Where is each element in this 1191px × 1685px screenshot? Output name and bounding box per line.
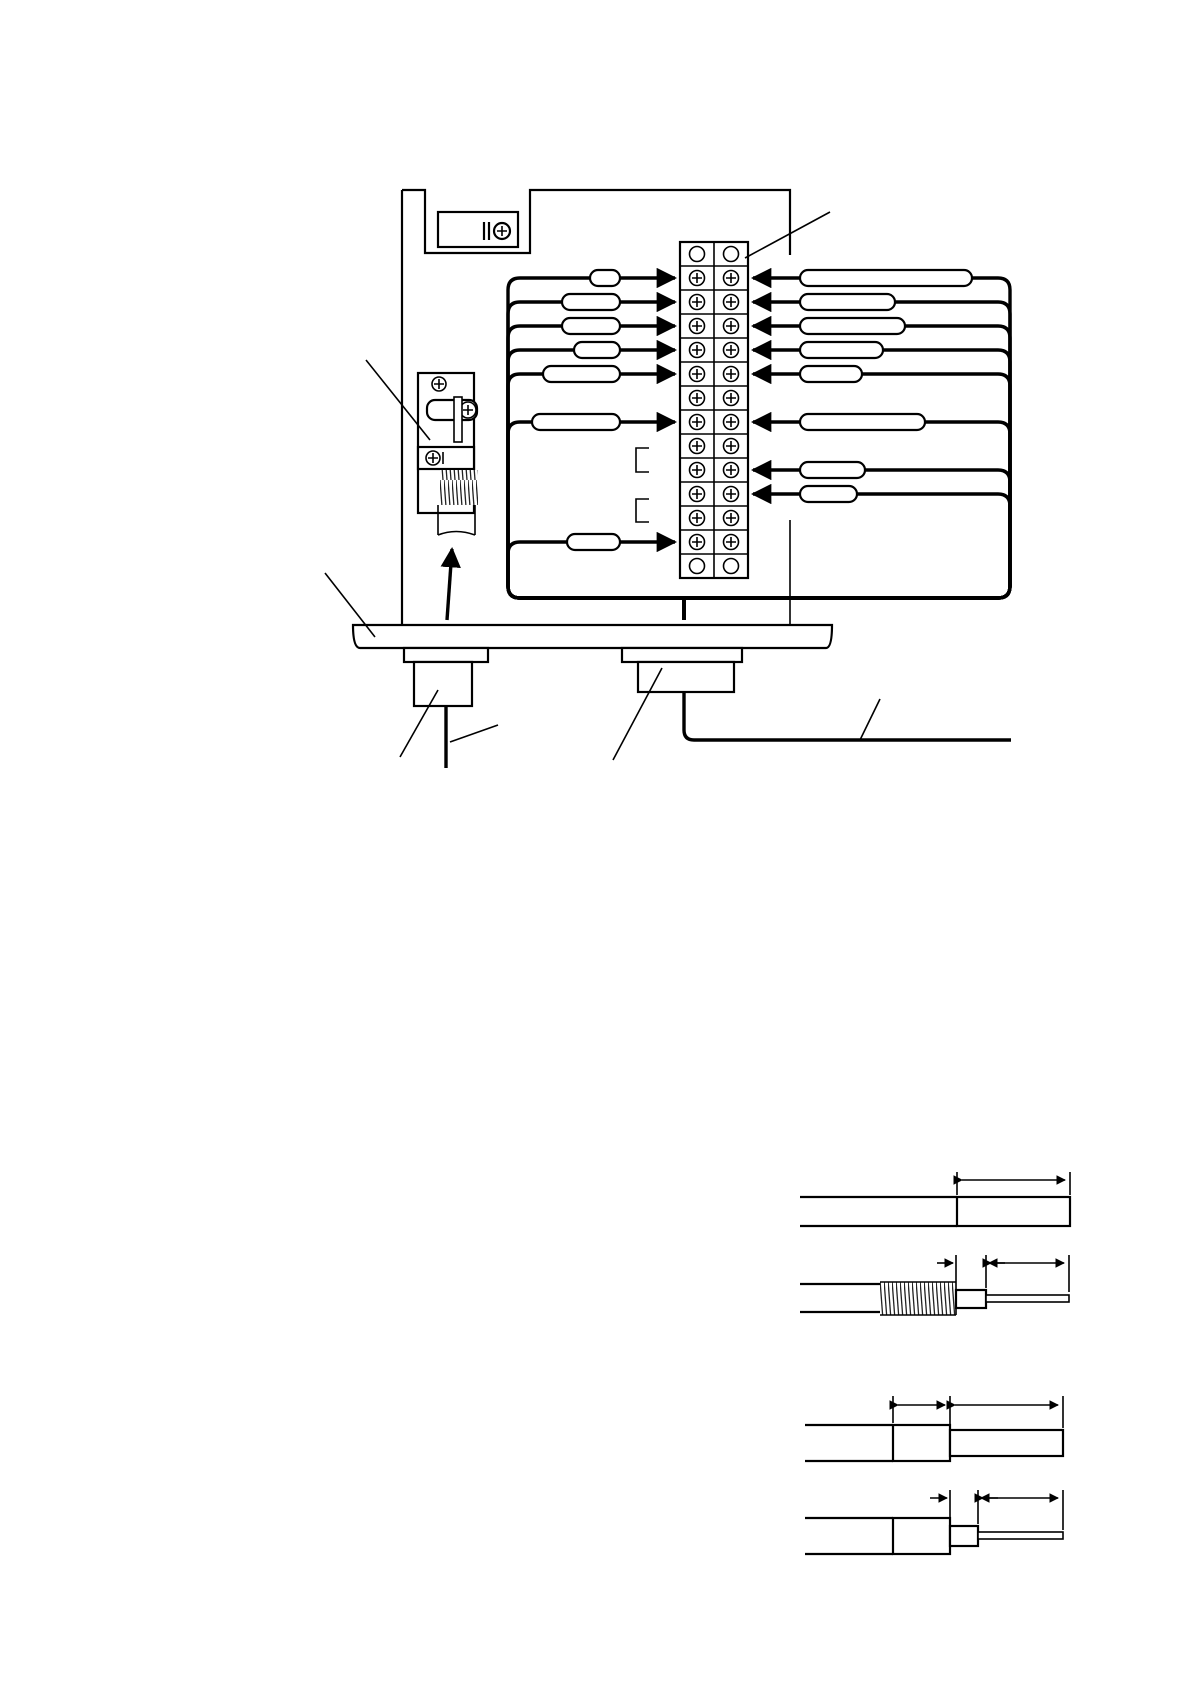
wire-marker-tube [800,294,895,310]
bracket-mark [636,448,649,472]
wire-marker-tube [800,486,857,502]
left-wire [508,374,684,620]
wire-marker-tube [800,414,925,430]
power-cable [684,692,1011,740]
left-wire [508,542,684,620]
wire-marker-tube [574,342,620,358]
wire-marker-tube [590,270,620,286]
wire-marker-tube [800,318,905,334]
coax-prep-diagram-4 [805,1490,1063,1554]
left-wire [508,422,684,620]
wire-marker-tube [800,462,865,478]
wire-marker-tube [543,366,620,382]
terminal-screw [724,559,739,574]
bottom-plate [353,625,832,706]
left-wire [508,350,684,620]
wire-marker-tube [532,414,620,430]
wire-marker-tube [562,318,620,334]
coax-prep-diagram-1 [800,1172,1070,1226]
left-wire-harness [508,270,684,620]
bracket-mark [636,499,649,522]
terminal-block [680,242,748,578]
terminal-screw [724,247,739,262]
coax-prep-diagram-3 [805,1396,1063,1461]
coax-prep-diagram-2 [800,1255,1069,1315]
wire-marker-tube [800,270,972,286]
wire-marker-tube [567,534,620,550]
terminal-screw [690,247,705,262]
wire-marker-tube [800,366,862,382]
wire-marker-tube [800,342,883,358]
terminal-screw [690,559,705,574]
wire-marker-tube [562,294,620,310]
cable-clamp [418,373,478,620]
